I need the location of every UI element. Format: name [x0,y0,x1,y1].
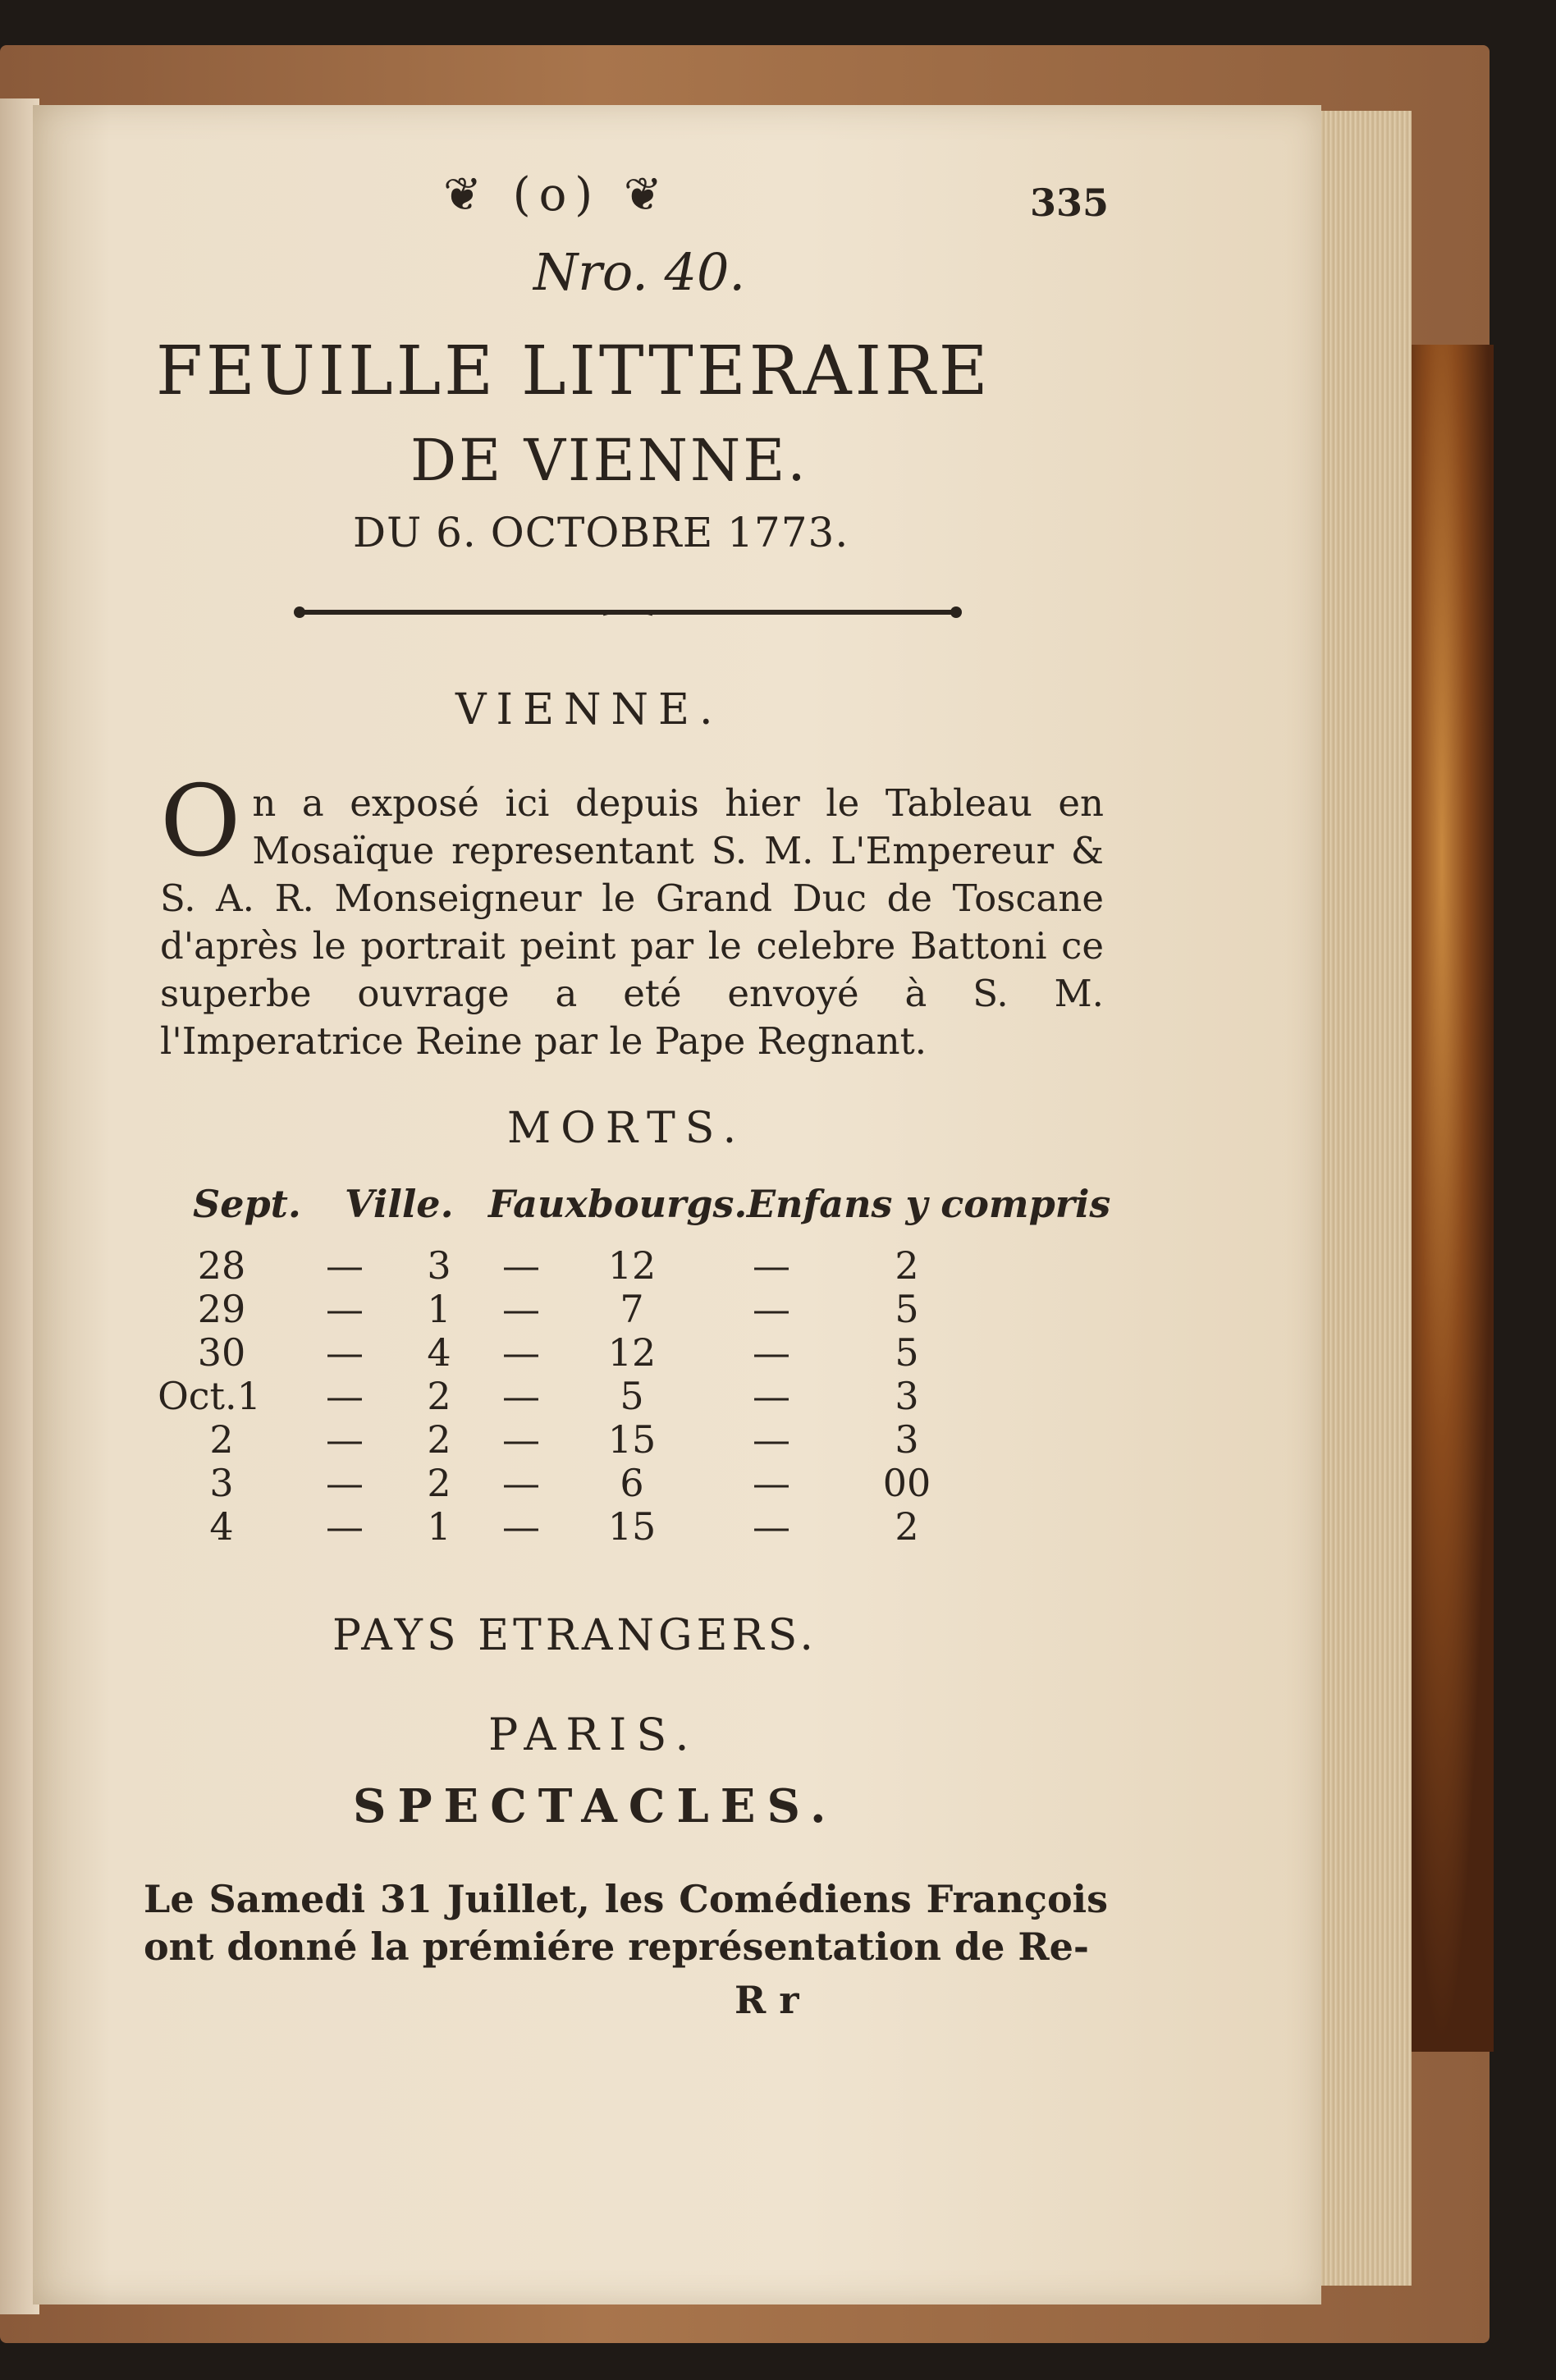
cell-dash: — [326,1504,364,1549]
cell-dash: — [326,1287,364,1331]
cell-day: 28 [197,1243,246,1288]
page-block-edges [1321,111,1412,2286]
cell-dash: — [502,1461,540,1505]
cell-day: 29 [197,1287,246,1331]
cell-enfans: 00 [882,1461,931,1505]
cell-dash: — [502,1374,540,1418]
cell-dash: — [326,1417,364,1462]
cell-ville: 2 [427,1417,451,1462]
cell-dash: — [753,1417,790,1462]
cell-day: Oct.1 [158,1374,261,1418]
cell-day: 4 [209,1504,234,1549]
col-header-enfans: Enfans y compris [747,1182,1111,1226]
marbled-cover-edge [1407,345,1494,2052]
section-heading-morts: MORTS. [507,1104,747,1153]
section-heading-paris: PARIS. [488,1709,699,1760]
vienne-paragraph [160,765,1104,1065]
col-header-fauxbourgs: Fauxbourgs. [488,1182,748,1226]
cell-fauxbourgs: 12 [607,1243,657,1288]
cell-fauxbourgs: 6 [620,1461,644,1505]
cell-day: 2 [209,1417,234,1462]
signature-mark: R r [735,1978,799,2022]
cell-ville: 2 [427,1461,451,1505]
table-row [156,1417,1141,1462]
cell-dash: — [753,1374,790,1418]
head-ornament: ❦ (o) ❦ [443,168,670,222]
cell-day: 30 [197,1330,246,1375]
table-row [156,1374,1141,1418]
drop-cap: O [160,765,241,879]
cell-dash: — [753,1330,790,1375]
issue-date: DU 6. OCTOBRE 1773. [353,509,849,556]
table-row [156,1461,1141,1505]
cell-ville: 4 [427,1330,451,1375]
title-line-1: FEUILLE LITTERAIRE [156,332,991,410]
table-row [156,1287,1141,1331]
cell-enfans: 5 [895,1330,919,1375]
cell-dash: — [326,1243,364,1288]
cell-enfans: 2 [895,1504,919,1549]
cell-dash: — [326,1330,364,1375]
cell-dash: — [502,1330,540,1375]
table-row [156,1504,1141,1549]
table-row [156,1330,1141,1375]
cell-ville: 1 [427,1504,451,1549]
col-header-ville: Ville. [345,1182,454,1226]
cell-fauxbourgs: 12 [607,1330,657,1375]
table-row [156,1243,1141,1288]
cell-enfans: 2 [895,1243,919,1288]
cell-enfans: 3 [895,1417,919,1462]
cell-ville: 2 [427,1374,451,1418]
cell-fauxbourgs: 5 [620,1374,644,1418]
cell-dash: — [502,1287,540,1331]
cell-dash: — [326,1374,364,1418]
cell-fauxbourgs: 7 [620,1287,644,1331]
cell-fauxbourgs: 15 [607,1417,657,1462]
cell-enfans: 5 [895,1287,919,1331]
cell-fauxbourgs: 15 [607,1504,657,1549]
cell-dash: — [753,1461,790,1505]
spectacles-paragraph: Le Samedi 31 Juillet, les Comédiens François ont donné la prémiére représentation de Re- [144,1877,1108,1969]
cell-dash: — [502,1504,540,1549]
cell-day: 3 [209,1461,234,1505]
cell-ville: 1 [427,1287,451,1331]
section-heading-pays-etrangers: PAYS ETRANGERS. [332,1611,817,1660]
cell-ville: 3 [427,1243,451,1288]
section-heading-spectacles: SPECTACLES. [353,1779,838,1833]
cell-dash: — [753,1504,790,1549]
section-heading-vienne: VIENNE. [455,685,723,735]
cell-dash: — [502,1417,540,1462]
cell-dash: — [753,1287,790,1331]
vienne-text: n a exposé ici depuis hier le Tableau en Mosaïque representant S. M. L'Empereur & S. A. R. Monseigneur le Grand Duc de Toscane d'après le portrait peint par le celebre Battoni ce superbe ouvrage a eté envoyé à S. M. l'Imperatrice Reine par le Pape Regnant. [160,781,1104,1063]
title-line-2: DE VIENNE. [410,427,808,494]
cell-dash: — [753,1243,790,1288]
cell-dash: — [326,1461,364,1505]
cell-enfans: 3 [895,1374,919,1418]
cell-dash: — [502,1243,540,1288]
issue-number: Nro. 40. [533,242,746,302]
col-header-sept: Sept. [193,1182,301,1226]
ornamental-rule [291,606,964,619]
page-number: 335 [1030,181,1110,225]
